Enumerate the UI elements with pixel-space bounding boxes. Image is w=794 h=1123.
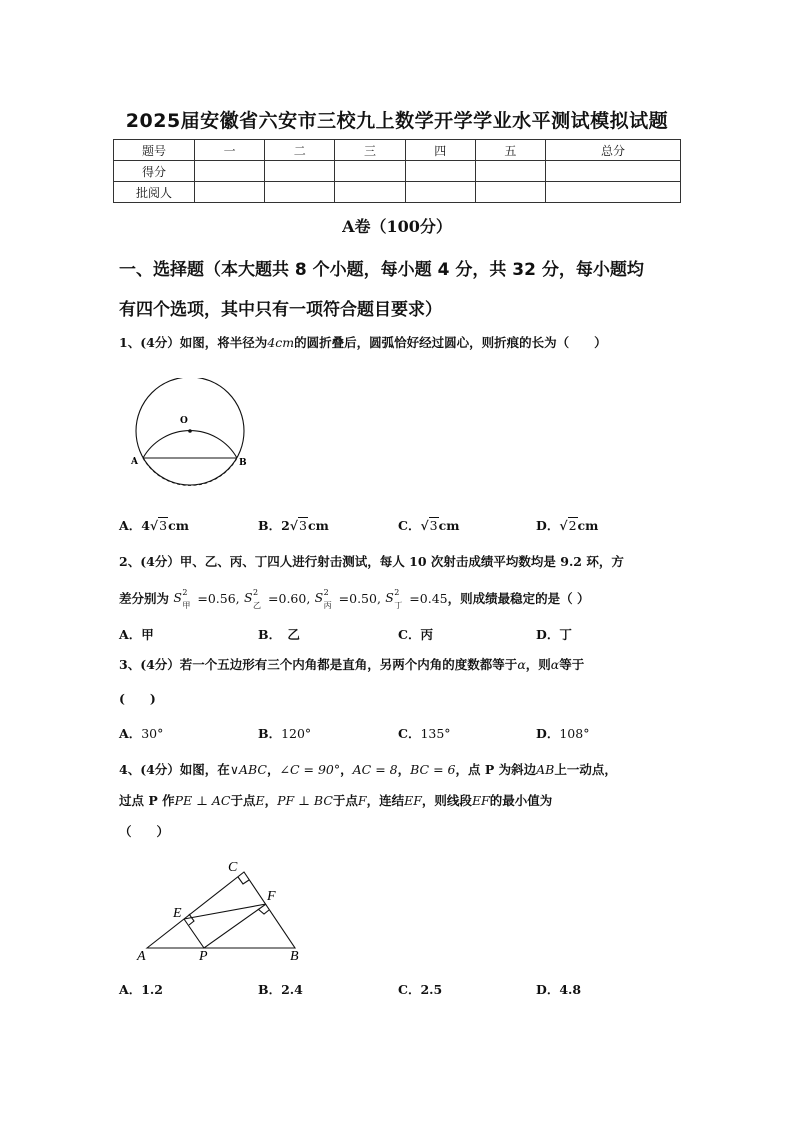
- q4-text: ，: [340, 762, 353, 777]
- score-cell: 题号: [114, 140, 195, 161]
- q4-perpendiculars: [184, 904, 266, 948]
- q4-text: ，: [397, 762, 411, 777]
- q1-option-c[interactable]: C．√3cm: [398, 518, 460, 533]
- section-a-heading: A卷（100分）: [342, 217, 452, 236]
- q2-option-b[interactable]: B． 乙: [258, 627, 300, 642]
- option-value: 120°: [281, 726, 312, 741]
- option-letter: B．: [258, 726, 282, 741]
- part1-heading-line1: 一、选择题（本大题共 8 个小题，每小题 4 分，共 32 分，每小题均: [119, 260, 644, 280]
- q3-prefix: 3、(4分）若一个五边形有三个内角都是直角，另两个内角的度数都等于: [119, 657, 518, 672]
- q4-text: ，则线段: [421, 793, 472, 808]
- option-letter: C．: [398, 518, 421, 533]
- score-cell: 一: [195, 140, 265, 161]
- q4-math: ∠C = 90°: [279, 762, 341, 777]
- score-input-cell[interactable]: [475, 161, 545, 182]
- question-4-line1: [119, 761, 679, 779]
- score-input-cell[interactable]: [546, 182, 681, 203]
- score-input-cell[interactable]: [475, 182, 545, 203]
- q1-label-o: O: [180, 416, 188, 426]
- q4-option-b[interactable]: B．2.4: [258, 982, 303, 997]
- score-input-cell[interactable]: [335, 182, 405, 203]
- score-input-cell[interactable]: [195, 161, 265, 182]
- q4-label-b: B: [290, 949, 299, 964]
- q4-option-c[interactable]: C．2.5: [398, 982, 443, 997]
- q2-option-c[interactable]: C．丙: [398, 627, 433, 642]
- score-input-cell[interactable]: [405, 182, 475, 203]
- q4-math: PF ⊥ BC: [277, 793, 333, 808]
- q4-figure: [130, 852, 310, 964]
- question-2-line2: [119, 589, 679, 608]
- score-table-row: [114, 161, 681, 182]
- q4-math: ∨ABC: [229, 762, 267, 777]
- score-input-cell[interactable]: [265, 182, 335, 203]
- q4-label-f: F: [267, 889, 276, 904]
- q4-text: ，: [266, 762, 280, 777]
- q1-option-b[interactable]: B．2√3cm: [258, 518, 329, 533]
- option-unit: cm: [577, 518, 599, 533]
- variance-symbol: S 2 甲: [173, 589, 197, 607]
- q4-text: ，连结: [366, 793, 405, 808]
- q1-unit: 4cm: [267, 335, 295, 350]
- option-coef: 2: [281, 518, 290, 533]
- question-3-line2: ( ): [119, 691, 156, 706]
- option-letter: D．: [536, 726, 560, 741]
- q1-original-arc: [143, 458, 237, 485]
- q1-center-point: [188, 429, 192, 433]
- option-radicand: 2: [568, 518, 577, 533]
- score-cell: 四: [405, 140, 475, 161]
- variance-value: =0.60,: [268, 591, 311, 606]
- q4-right-angle-c: [238, 877, 249, 884]
- score-row-label: 得分: [114, 161, 195, 182]
- option-letter: D．: [536, 518, 560, 533]
- q4-math: EF: [471, 793, 490, 808]
- q4-label-e: E: [173, 906, 182, 921]
- q3-suffix: 等于: [559, 657, 585, 672]
- q1-figure: [125, 378, 260, 488]
- q1-option-d[interactable]: D．√2cm: [536, 518, 599, 533]
- q4-label-p: P: [199, 949, 208, 964]
- option-value: 108°: [559, 726, 590, 741]
- q4-text: 上一动点，: [554, 762, 617, 777]
- score-input-cell[interactable]: [265, 161, 335, 182]
- q1-prefix: 1、(4分）如图，将半径为: [119, 335, 268, 350]
- q4-math: AC = 8: [352, 762, 398, 777]
- variance-value: =0.56,: [197, 591, 240, 606]
- option-letter: A．: [119, 518, 142, 533]
- score-input-cell[interactable]: [546, 161, 681, 182]
- variance-symbol: S 2 丙: [315, 589, 339, 607]
- score-table-header-row: [114, 140, 681, 161]
- question-4-line2: [119, 792, 679, 810]
- score-row-label: 批阅人: [114, 182, 195, 203]
- q2-option-a[interactable]: A．甲: [119, 627, 154, 642]
- q4-right-angle-e: [189, 914, 194, 925]
- q3-option-a[interactable]: [119, 724, 163, 742]
- q1-label-a: A: [131, 457, 138, 467]
- option-radicand: 3: [299, 518, 307, 533]
- q4-text: 过点 P 作: [119, 793, 175, 808]
- q3-option-b[interactable]: [258, 724, 311, 742]
- variance-value: =0.50,: [338, 591, 381, 606]
- option-value: 135°: [420, 726, 451, 741]
- q3-alpha: α: [517, 657, 526, 672]
- option-radicand: 3: [159, 518, 168, 533]
- option-radicand: 3: [429, 518, 438, 533]
- option-unit: cm: [168, 518, 189, 533]
- score-cell: 五: [475, 140, 545, 161]
- q4-text: 4、(4分）如图，在: [119, 762, 230, 777]
- q4-label-c: C: [228, 860, 238, 875]
- option-letter: A．: [119, 726, 142, 741]
- option-unit: cm: [438, 518, 460, 533]
- option-coef: 4: [141, 518, 150, 533]
- q4-math: BC = 6: [410, 762, 456, 777]
- q1-suffix: 的圆折叠后，圆弧恰好经过圆心，则折痕的长为（ ）: [294, 335, 607, 350]
- option-letter: C．: [398, 726, 421, 741]
- question-1-text: [119, 334, 679, 352]
- q4-text: 于点: [332, 793, 358, 808]
- q4-text: ，点 P 为斜边: [455, 762, 537, 777]
- q4-math: PE ⊥ AC: [174, 793, 231, 808]
- score-input-cell[interactable]: [195, 182, 265, 203]
- q1-option-a[interactable]: A．4√3cm: [119, 518, 189, 533]
- variance-sub: 乙: [253, 601, 262, 610]
- q2-line2-suffix: ，则成绩最稳定的是（ ）: [447, 591, 590, 606]
- score-cell: 总分: [546, 140, 681, 161]
- question-2-line1: 2、(4分）甲、乙、丙、丁四人进行射击测试，每人 10 次射击成绩平均数均是 9.2 环，方: [119, 554, 624, 569]
- q4-text: ，: [264, 793, 278, 808]
- q2-option-d[interactable]: D．丁: [536, 627, 572, 642]
- q4-right-angle-f: [258, 909, 269, 914]
- score-input-cell[interactable]: [335, 161, 405, 182]
- q4-segment-ef: [184, 904, 266, 919]
- score-input-cell[interactable]: [405, 161, 475, 182]
- q4-text: 的最小值为: [489, 793, 553, 808]
- q1-label-b: B: [239, 458, 247, 468]
- q4-option-d[interactable]: D．4.8: [536, 982, 582, 997]
- score-cell: 三: [335, 140, 405, 161]
- q4-text: 于点: [230, 793, 256, 808]
- variance-sub: 丙: [323, 601, 332, 610]
- question-3-line1: [119, 656, 679, 674]
- q1-folded-arc: [143, 431, 237, 458]
- q4-math: EF: [404, 793, 422, 808]
- variance-value: =0.45: [409, 591, 448, 606]
- q2-line2-prefix: 差分别为: [119, 591, 170, 606]
- q3-option-d[interactable]: [536, 724, 589, 742]
- question-4-line3: （ ）: [119, 824, 170, 839]
- variance-sub: 丁: [394, 601, 403, 610]
- q4-option-a[interactable]: A．1.2: [119, 982, 163, 997]
- q3-mid: ，则: [525, 657, 551, 672]
- score-table: [113, 139, 681, 203]
- q4-math: AB: [536, 762, 555, 777]
- q3-alpha: α: [550, 657, 560, 672]
- variance-symbol: S 2 乙: [244, 589, 268, 607]
- score-cell: 二: [265, 140, 335, 161]
- part1-heading-line2: 有四个选项，其中只有一项符合题目要求）: [119, 300, 442, 320]
- exam-title: 2025届安徽省六安市三校九上数学开学学业水平测试模拟试题: [125, 110, 669, 132]
- option-letter: B．: [258, 518, 282, 533]
- q4-math: E: [255, 793, 265, 808]
- variance-symbol: S 2 丁: [385, 589, 409, 607]
- variance-sub: 甲: [182, 601, 191, 610]
- q4-math: F: [357, 793, 367, 808]
- option-value: 30°: [141, 726, 164, 741]
- score-table-row: [114, 182, 681, 203]
- option-unit: cm: [307, 518, 329, 533]
- q4-label-a: A: [137, 949, 146, 964]
- q3-option-c[interactable]: [398, 724, 451, 742]
